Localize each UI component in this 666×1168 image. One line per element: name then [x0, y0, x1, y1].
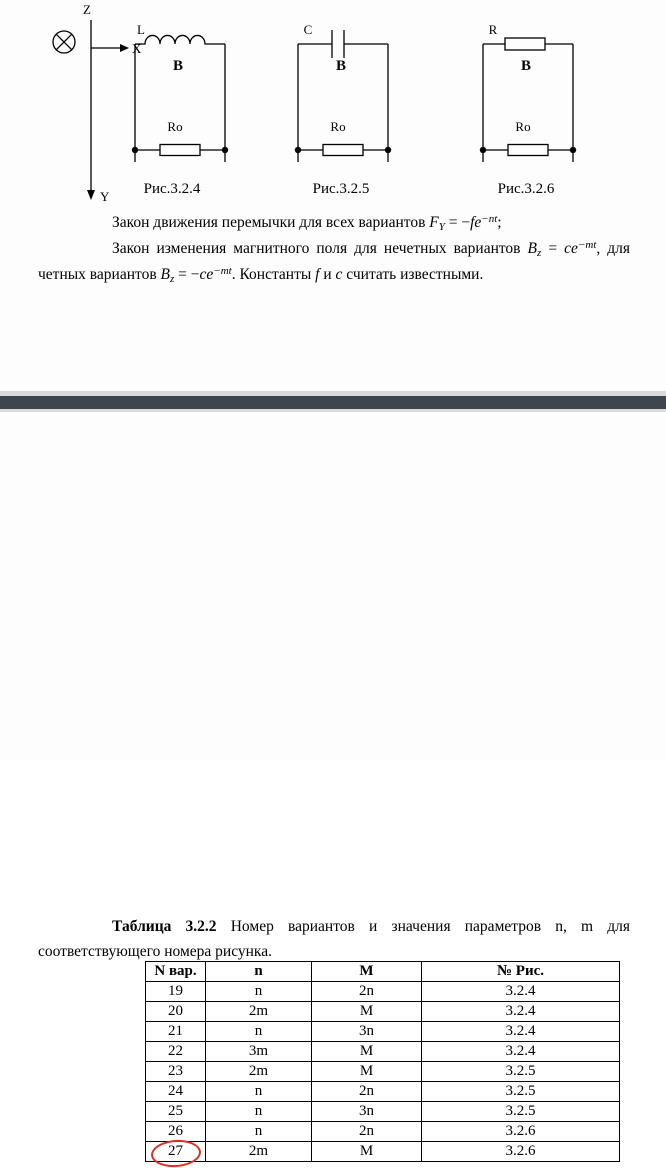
table-row — [146, 1122, 620, 1142]
element-label: L — [137, 24, 145, 37]
circuit-figure-inductor — [120, 24, 240, 166]
cell-figure — [422, 1122, 620, 1142]
m-value: 3n — [359, 1023, 374, 1039]
m-value: 2n — [359, 983, 374, 999]
header-row — [146, 962, 620, 982]
m-value: M — [359, 1043, 374, 1059]
resistor-ro-box — [160, 145, 200, 156]
cell-figure — [422, 1002, 620, 1022]
m-value: 2n — [359, 1083, 374, 1099]
figure-caption: Рис.3.2.4 — [143, 181, 201, 197]
ro-label: Ro — [330, 119, 346, 134]
variant-number: 22 — [168, 1043, 183, 1059]
circuit-figure-capacitor — [283, 24, 403, 166]
cell-n — [206, 982, 312, 1002]
cell-n — [206, 1002, 312, 1022]
cell-variant — [146, 1122, 206, 1142]
cell-n — [206, 1102, 312, 1122]
cell-m — [312, 1122, 422, 1142]
n-value: n — [254, 1103, 263, 1119]
variant-number: 24 — [168, 1083, 183, 1099]
table-row — [146, 1002, 620, 1022]
z-axis-label: Z — [83, 2, 91, 17]
cell-m — [312, 1022, 422, 1042]
law-motion-text: Закон движения перемычки для всех вариантов — [112, 214, 430, 231]
cell-n — [206, 1022, 312, 1042]
conjunction: и — [319, 266, 336, 283]
element-label: R — [488, 24, 498, 37]
n-value: 3m — [248, 1043, 269, 1059]
cell-figure — [422, 1062, 620, 1082]
laws-text-block — [38, 210, 630, 288]
cell-m — [312, 1002, 422, 1022]
cell-variant — [146, 1022, 206, 1042]
cell-n — [206, 1122, 312, 1142]
law-field-text-mid: , для четных вариантов — [38, 240, 630, 283]
header-n: n — [206, 962, 312, 982]
variant-number: 23 — [168, 1063, 183, 1079]
law-of-field-paragraph — [38, 236, 630, 288]
figure-ref: 3.2.5 — [505, 1063, 536, 1079]
cell-n — [206, 1042, 312, 1062]
constant-c: c — [335, 266, 343, 283]
table-caption — [38, 914, 630, 964]
page-break-divider — [0, 396, 666, 409]
n-value: 2m — [248, 1003, 269, 1019]
m-value: M — [359, 1063, 374, 1079]
table-number: Таблица 3.2.2 — [112, 917, 217, 935]
inductor-coil — [135, 35, 225, 44]
figure-ref: 3.2.4 — [505, 1023, 536, 1039]
m-value: 2n — [359, 1123, 374, 1139]
header-m: M — [312, 962, 422, 982]
table-row — [146, 1042, 620, 1062]
law-field-end: считать известными. — [342, 266, 484, 283]
cell-figure — [422, 1142, 620, 1162]
figure-caption: Рис.3.2.6 — [497, 181, 555, 197]
figure-caption: Рис.3.2.5 — [312, 181, 370, 197]
cell-m — [312, 982, 422, 1002]
into-page-symbol — [53, 31, 75, 53]
table-row — [146, 1022, 620, 1042]
formula-fy: $F_Y = -fe^{-nt}$; — [429, 213, 502, 233]
resistor-ro-box — [323, 145, 363, 156]
law-field-text: Закон изменения магнитного поля для нечетных вариантов — [112, 240, 528, 257]
n-value: n — [254, 1083, 263, 1099]
table-caption-text: Номер вариантов и значения параметров n, m для соответствующего номера рисунка. — [38, 917, 631, 960]
document-page-bottom — [0, 412, 666, 1159]
ro-label: Ro — [515, 119, 531, 134]
figure-ref: 3.2.5 — [505, 1083, 536, 1099]
variant-number: 20 — [168, 1003, 183, 1019]
circuit-figure-resistor — [468, 24, 588, 166]
figure-ref: 3.2.4 — [505, 983, 536, 999]
variant-number: 26 — [168, 1123, 183, 1139]
field-label: B — [335, 58, 347, 74]
ro-label: Ro — [167, 119, 183, 134]
m-value: M — [359, 1143, 374, 1159]
table-row — [146, 1062, 620, 1082]
cell-variant — [146, 1062, 206, 1082]
element-label: C — [303, 24, 313, 37]
cell-n — [206, 1082, 312, 1102]
cell-variant — [146, 982, 206, 1002]
cell-figure — [422, 1082, 620, 1102]
m-value: M — [359, 1003, 374, 1019]
field-label: B — [172, 58, 184, 74]
cell-m — [312, 1082, 422, 1102]
table-row — [146, 1102, 620, 1122]
y-axis-label: Y — [100, 189, 110, 204]
n-value: n — [254, 983, 263, 999]
figure-ref: 3.2.6 — [505, 1143, 536, 1159]
table-row — [146, 982, 620, 1002]
figure-ref: 3.2.5 — [505, 1103, 536, 1119]
cell-variant — [146, 1002, 206, 1022]
cell-variant — [146, 1042, 206, 1062]
table-row — [146, 1142, 620, 1162]
variants-table-header — [146, 962, 620, 982]
constant-f: f — [315, 266, 320, 283]
figure-ref: 3.2.4 — [505, 1043, 536, 1059]
figure-ref: 3.2.4 — [505, 1003, 536, 1019]
cell-m — [312, 1042, 422, 1062]
cell-variant — [146, 1142, 206, 1162]
variant-number: 19 — [168, 983, 183, 999]
figure-ref: 3.2.6 — [505, 1123, 536, 1139]
resistor-r-box — [505, 38, 545, 50]
cell-m — [312, 1142, 422, 1162]
variant-number: 21 — [168, 1023, 183, 1039]
cell-variant — [146, 1102, 206, 1122]
x-axis-label: X — [132, 41, 142, 56]
resistor-ro-box — [508, 145, 548, 156]
n-value: 2m — [248, 1143, 269, 1159]
document-page-top — [0, 0, 666, 391]
variant-number: 25 — [168, 1103, 183, 1119]
cell-n — [206, 1142, 312, 1162]
variants-table-body — [146, 982, 620, 1162]
formula-bz-even: $B_z = -ce^{-mt}$ — [160, 265, 232, 285]
n-value: n — [254, 1123, 263, 1139]
header-variant: N вар. — [146, 962, 206, 982]
cell-m — [312, 1062, 422, 1082]
variants-table — [145, 961, 620, 1162]
header-figure: № Рис. — [422, 962, 620, 982]
cell-figure — [422, 1022, 620, 1042]
field-label: B — [520, 58, 532, 74]
m-value: 3n — [359, 1103, 374, 1119]
law-of-motion-paragraph — [38, 210, 630, 236]
formula-bz-odd: $B_z = ce^{-mt}$ — [527, 239, 597, 259]
n-value: n — [254, 1023, 263, 1039]
cell-n — [206, 1062, 312, 1082]
table-row — [146, 1082, 620, 1102]
y-axis-arrow-icon — [87, 190, 95, 200]
law-field-tail: . Константы — [231, 266, 316, 283]
cell-figure — [422, 1102, 620, 1122]
cell-variant — [146, 1082, 206, 1102]
n-value: 2m — [248, 1063, 269, 1079]
cell-m — [312, 1102, 422, 1122]
cell-figure — [422, 982, 620, 1002]
variant-number: 27 — [168, 1143, 183, 1159]
cell-figure — [422, 1042, 620, 1062]
